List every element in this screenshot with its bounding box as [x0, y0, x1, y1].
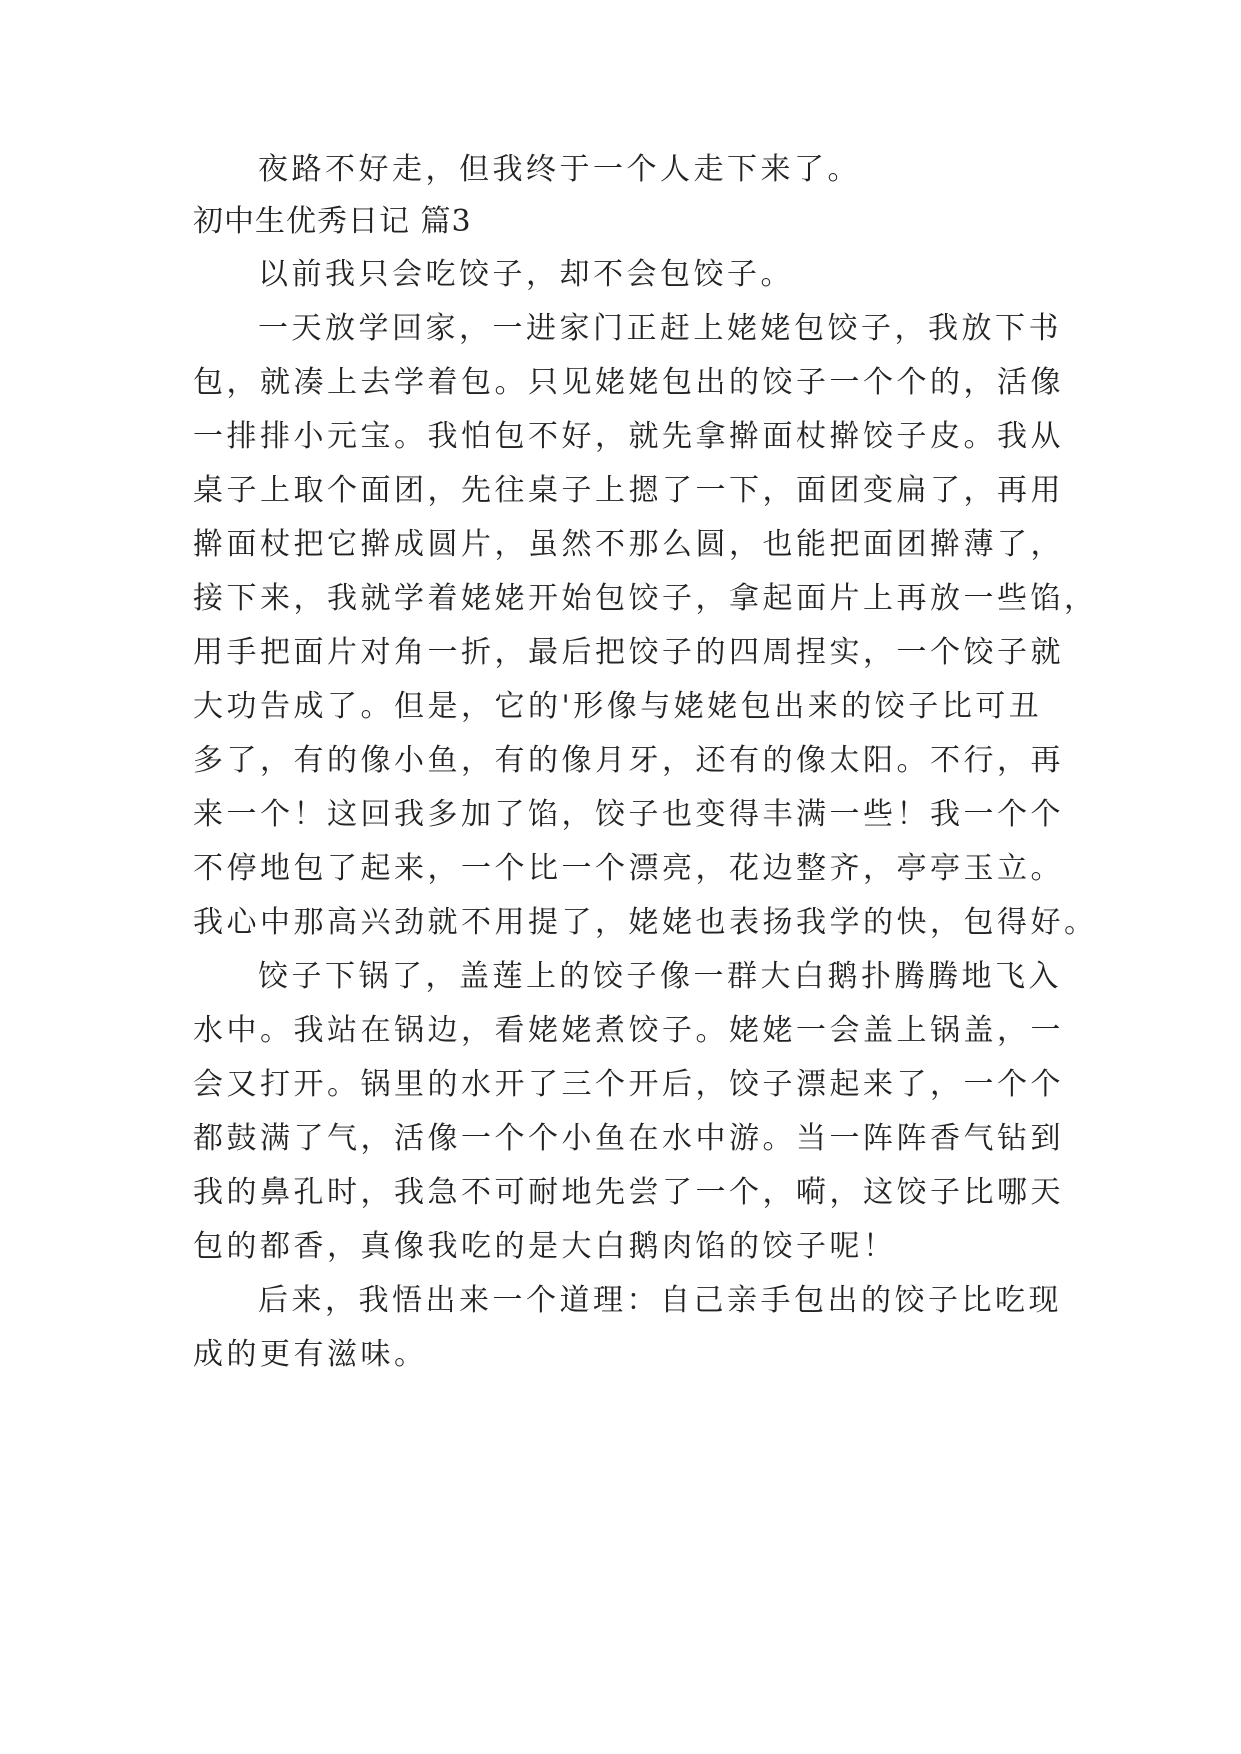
- paragraph-line: 包的都香，真像我吃的是大白鹅肉馅的饺子呢！: [193, 1229, 897, 1264]
- paragraph-line: 以前我只会吃饺子，却不会包饺子。: [258, 257, 794, 292]
- paragraph-line: 桌子上取个面团，先往桌子上摁了一下，面团变扁了，再用: [193, 473, 1064, 508]
- paragraph-line: 多了，有的像小鱼，有的像月牙，还有的像太阳。不行，再: [193, 743, 1064, 778]
- paragraph-line: 擀面杖把它擀成圆片，虽然不那么圆，也能把面团擀薄了，: [193, 527, 1064, 562]
- paragraph-line: 不停地包了起来，一个比一个漂亮，花边整齐，亭亭玉立。: [193, 851, 1064, 886]
- paragraph-line: 我心中那高兴劲就不用提了，姥姥也表扬我学的快，包得好。: [193, 905, 1098, 940]
- paragraph-line: 包，就凑上去学着包。只见姥姥包出的饺子一个个的，活像: [193, 365, 1064, 400]
- paragraph-line: 我的鼻孔时，我急不可耐地先尝了一个，嗬，这饺子比哪天: [193, 1175, 1064, 1210]
- paragraph-line: 水中。我站在锅边，看姥姥煮饺子。姥姥一会盖上锅盖，一: [193, 1013, 1064, 1048]
- paragraph-line: 大功告成了。但是，它的'形像与姥姥包出来的饺子比可丑: [193, 689, 1043, 724]
- section-heading: 初中生优秀日记 篇3: [193, 204, 472, 239]
- paragraph-line: 后来，我悟出来一个道理：自己亲手包出的饺子比吃现: [258, 1283, 1062, 1318]
- paragraph-line: 会又打开。锅里的水开了三个开后，饺子漂起来了，一个个: [193, 1067, 1064, 1102]
- paragraph-line: 一天放学回家，一进家门正赶上姥姥包饺子，我放下书: [258, 311, 1062, 346]
- paragraph-line: 饺子下锅了，盖莲上的饺子像一群大白鹅扑腾腾地飞入: [258, 959, 1062, 994]
- paragraph-line: 成的更有滋味。: [193, 1337, 428, 1372]
- intro-line: 夜路不好走，但我终于一个人走下来了。: [258, 152, 861, 187]
- paragraph-line: 都鼓满了气，活像一个个小鱼在水中游。当一阵阵香气钻到: [193, 1121, 1064, 1156]
- paragraph-line: 用手把面片对角一折，最后把饺子的四周捏实，一个饺子就: [193, 635, 1064, 670]
- paragraph-line: 接下来，我就学着姥姥开始包饺子，拿起面片上再放一些馅，: [193, 581, 1098, 616]
- paragraph-line: 一排排小元宝。我怕包不好，就先拿擀面杖擀饺子皮。我从: [193, 419, 1064, 454]
- paragraph-line: 来一个！这回我多加了馅，饺子也变得丰满一些！我一个个: [193, 797, 1064, 832]
